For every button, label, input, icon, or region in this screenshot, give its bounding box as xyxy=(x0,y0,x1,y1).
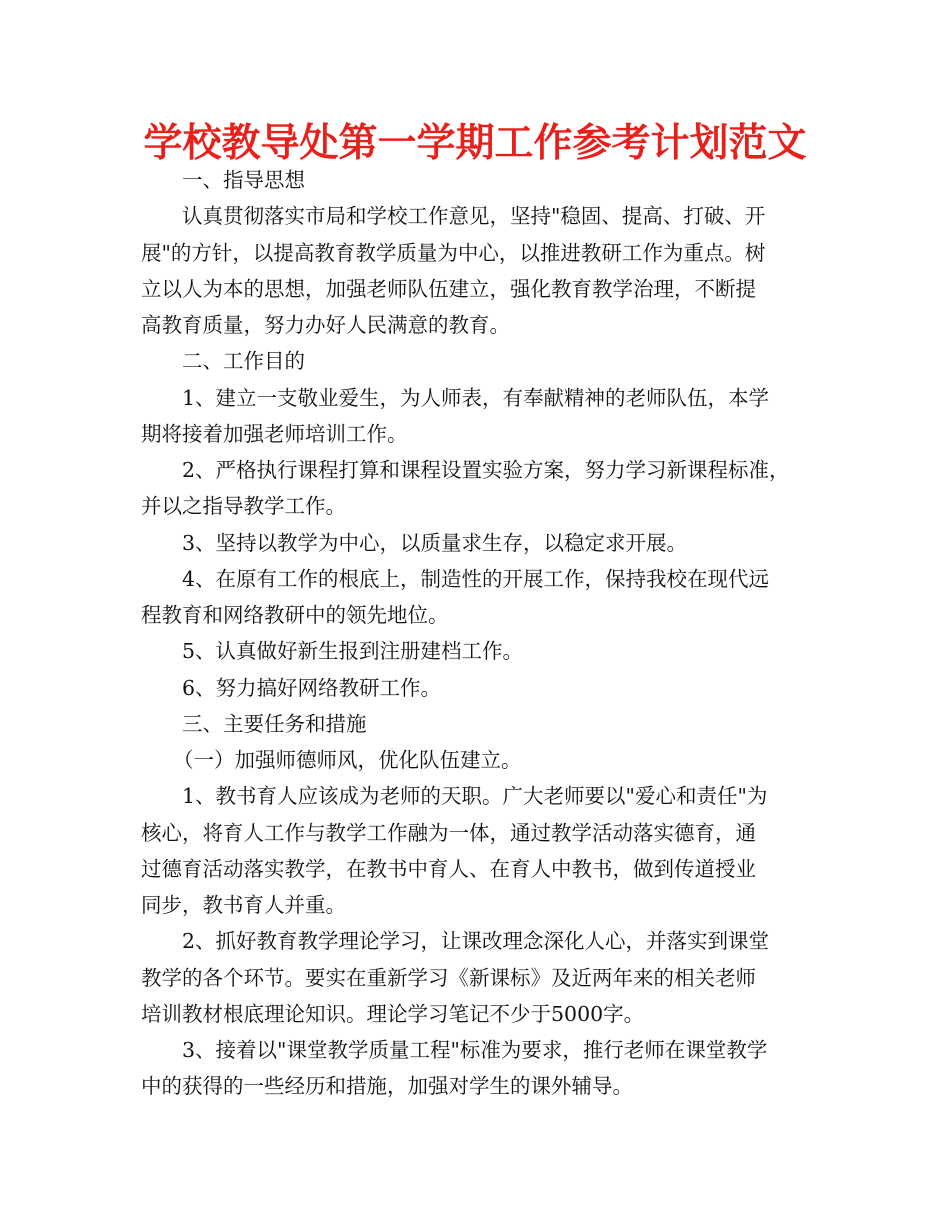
paragraph-line: 3、坚持以教学为中心，以质量求生存，以稳定求开展。 xyxy=(182,530,688,555)
paragraph-line: 6、努力搞好网络教研工作。 xyxy=(182,675,442,700)
paragraph-line: 高教育质量，努力办好人民满意的教育。 xyxy=(141,313,510,337)
paragraph-line: 1、建立一支敬业爱生，为人师表，有奉献精神的老师队伍，本学 xyxy=(182,385,770,410)
paragraph-line: 过德育活动落实教学，在教书中育人、在育人中教书，做到传道授业 xyxy=(141,856,756,881)
paragraph-line: 培训教材根底理论知识。理论学习笔记不少于5000字。 xyxy=(141,1001,645,1026)
document-body xyxy=(141,162,815,1105)
paragraph-line: 一、指导思想 xyxy=(182,168,305,192)
paragraph-line: 认真贯彻落实市局和学校工作意见，坚持"稳固、提高、打破、开 xyxy=(182,204,766,229)
paragraph-line: 5、认真做好新生报到注册建档工作。 xyxy=(182,639,524,664)
paragraph-line: 二、工作目的 xyxy=(182,349,305,374)
paragraph-line: 同步，教书育人并重。 xyxy=(141,893,346,917)
paragraph-line: 展"的方针，以提高教育教学质量为中心，以推进教研工作为重点。树 xyxy=(141,240,766,265)
paragraph-line: 并以之指导教学工作。 xyxy=(141,494,346,519)
paragraph-line: 2、抓好教育教学理论学习，让课改理念深化人心，并落实到课堂 xyxy=(182,929,770,954)
paragraph-line: 程教育和网络教研中的领先地位。 xyxy=(141,603,449,627)
paragraph-line: 3、接着以"课堂教学质量工程"标准为要求，推行老师在课堂教学 xyxy=(182,1038,768,1062)
paragraph-line: 1、教书育人应该成为老师的天职。广大老师要以"爱心和责任"为 xyxy=(182,784,768,809)
paragraph-line: 中的获得的一些经历和措施，加强对学生的课外辅导。 xyxy=(141,1074,633,1099)
paragraph-line: （一）加强师德师风，优化队伍建立。 xyxy=(173,748,522,772)
paragraph-line: 4、在原有工作的根底上，制造性的开展工作，保持我校在现代远 xyxy=(182,566,770,591)
paragraph-line: 核心，将育人工作与教学工作融为一体，通过教学活动落实德育，通 xyxy=(141,820,756,845)
paragraph-line: 期将接着加强老师培训工作。 xyxy=(141,421,408,446)
paragraph-line: 三、主要任务和措施 xyxy=(182,711,367,736)
paragraph-line: 2、严格执行课程打算和课程设置实验方案，努力学习新课程标准， xyxy=(182,458,790,482)
document-title: 学校教导处第一学期工作参考计划范文 xyxy=(143,121,807,166)
paragraph-line: 立以人为本的思想，加强老师队伍建立，强化教育教学治理，不断提 xyxy=(141,276,756,301)
paragraph-line: 教学的各个环节。要实在重新学习《新课标》及近两年来的相关老师 xyxy=(141,965,756,990)
